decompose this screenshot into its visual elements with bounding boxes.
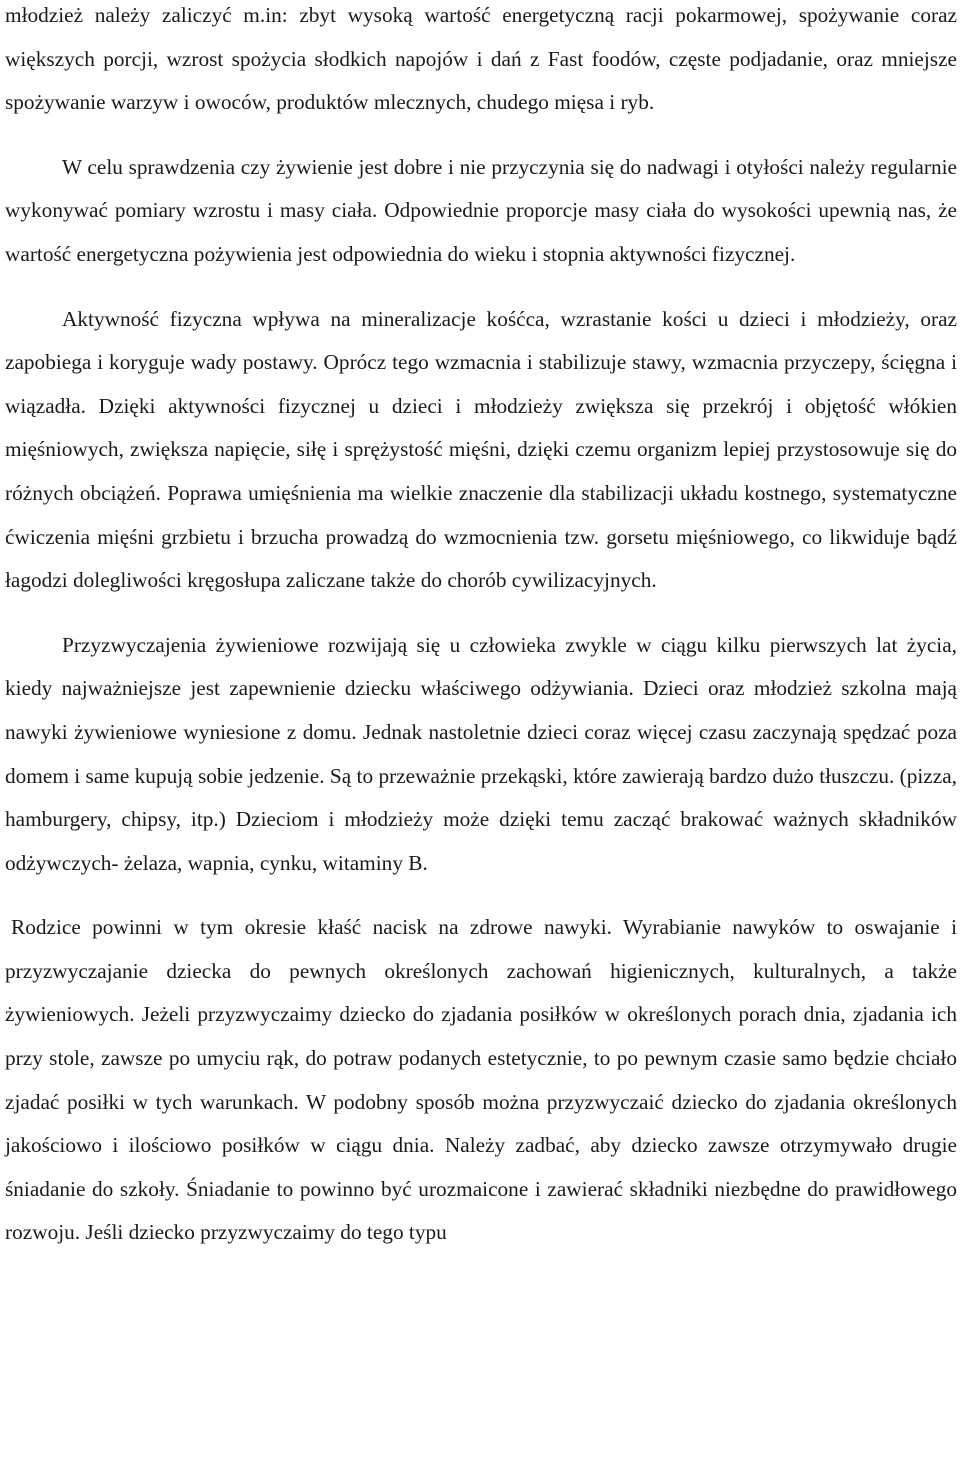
paragraph-parents-role: Rodzice powinni w tym okresie kłaść nacisk na zdrowe nawyki. Wyrabianie nawyków to oswajanie i przyzwyczajanie dziecka do pewnych określonych zachowań higienicznych, kulturalnych, a także żywieniowych. Jeżeli przyzwyczaimy dziecko do zjadania posiłków w określonych porach dnia, zjadania ich przy stole, zawsze po umyciu rąk, do potraw podanych estetycznie, to po pewnym czasie samo będzie chciało zjadać posiłki w tych warunkach. W podobny sposób można przyzwyczaić dziecko do zjadania określonych jakościowo i ilościowo posiłków w ciągu dnia. Należy zadbać, aby dziecko zawsze otrzymywało drugie śniadanie do szkoły. Śniadanie to powinno być urozmaicone i zawierać składniki niezbędne do prawidłowego rozwoju. Jeśli dziecko przyzwyczaimy do tego typu bbox=[5, 915, 957, 1245]
paragraph-spacer bbox=[5, 277, 957, 298]
paragraph-physical-activity: Aktywność fizyczna wpływa na mineralizacje kośćca, wzrastanie kości u dzieci i młodzieży, oraz zapobiega i koryguje wady postawy. Oprócz tego wzmacnia i stabilizuje stawy, wzmacnia przyczepy, ścięgna i wiązadła. Dzięki aktywności fizycznej u dzieci i młodzieży zwiększa się przekrój i objętość włókien mięśniowych, zwiększa napięcie, siłę i sprężystość mięśni, dzięki czemu organizm lepiej przystosowuje się do różnych obciążeń. Poprawa umięśnienia ma wielkie znaczenie dla stabilizacji układu kostnego, systematyczne ćwiczenia mięśni grzbietu i brzucha prowadzą do wzmocnienia tzw. gorsetu mięśniowego, co likwiduje bądź łagodzi dolegliwości kręgosłupa zaliczane także do chorób cywilizacyjnych. bbox=[5, 306, 957, 593]
paragraph-growth-measurement: W celu sprawdzenia czy żywienie jest dobre i nie przyczynia się do nadwagi i otyłości należy regularnie wykonywać pomiary wzrostu i masy ciała. Odpowiednie proporcje masy ciała do wysokości upewnią nas, że wartość energetyczna pożywienia jest odpowiednia do wieku i stopnia aktywności fizycznej. bbox=[5, 154, 957, 266]
document-page bbox=[5, 0, 957, 1255]
paragraph-spacer bbox=[5, 125, 957, 146]
paragraph-eating-habits: Przyzwyczajenia żywieniowe rozwijają się u człowieka zwykle w ciągu kilku pierwszych lat życia, kiedy najważniejsze jest zapewnienie dziecku właściwego odżywiania. Dzieci oraz młodzież szkolna mają nawyki żywieniowe wyniesione z domu. Jednak nastoletnie dzieci coraz więcej czasu zaczynają spędzać poza domem i same kupują sobie jedzenie. Są to przeważnie przekąski, które zawierają bardzo dużo tłuszczu. (pizza, hamburgery, chipsy, itp.) Dzieciom i młodzieży może dzięki temu zacząć brakować ważnych składników odżywczych- żelaza, wapnia, cynku, witaminy B. bbox=[5, 632, 957, 875]
paragraph-unhealthy-habits: młodzież należy zaliczyć m.in: zbyt wysoką wartość energetyczną racji pokarmowej, spożywanie coraz większych porcji, wzrost spożycia słodkich napojów i dań z Fast foodów, częste podjadanie, oraz mniejsze spożywanie warzyw i owoców, produktów mlecznych, chudego mięsa i ryb. bbox=[5, 3, 957, 115]
paragraph-spacer bbox=[5, 885, 957, 906]
paragraph-spacer bbox=[5, 603, 957, 624]
